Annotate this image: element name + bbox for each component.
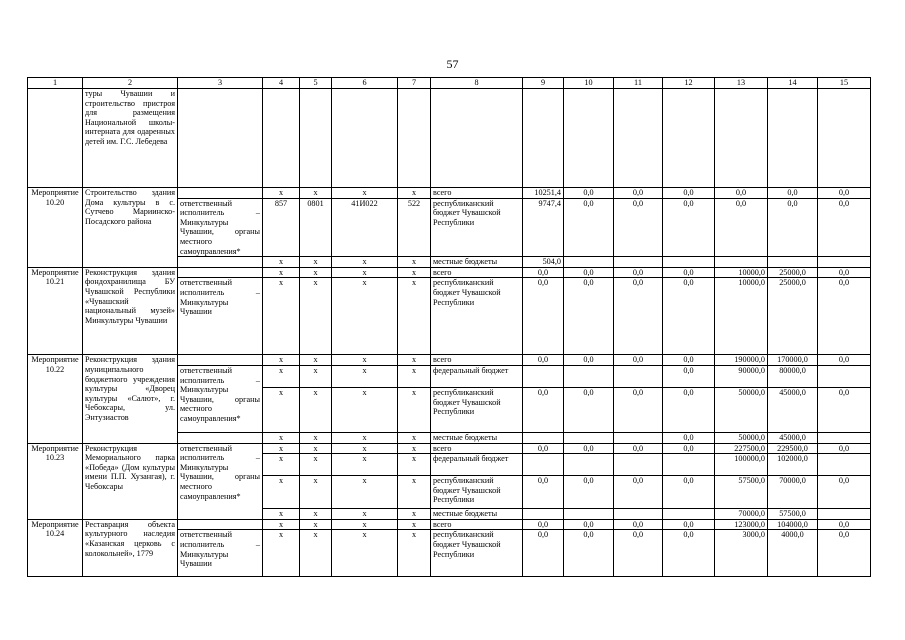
table-row: Мероприятие 10.20 Строительство здания Дома культуры в с. Сутчево Мариинско-Посадского района х х х х всего 10251,4 0,0 0,0 0,0 0,0 0,0 0,0	[28, 188, 871, 199]
table-row: Мероприятие 10.24 Реставрация объекта культурного наследия «Казанская церковь с колокольней», 1779 х х х х всего 0,0 0,0 0,0 0,0 123000,0 104000,0 0,0	[28, 519, 871, 530]
funding-source: федеральный бюджет	[431, 365, 523, 387]
funding-source: республиканский бюджет Чувашской Республики	[431, 476, 523, 509]
funding-source: республиканский бюджет Чувашской Республики	[431, 530, 523, 577]
measure-id: Мероприятие 10.23	[28, 443, 83, 519]
continuation-text: туры Чувашии и строительство пристроя для размещения Национальной школы-интерната для одаренных детей им. Г.С. Лебедева	[83, 89, 178, 188]
continuation-row	[28, 89, 871, 188]
header-cell: 6	[332, 78, 398, 89]
measure-name: Строительство здания Дома культуры в с. Сутчево Мариинско-Посадского района	[83, 188, 178, 268]
header-cell: 5	[300, 78, 332, 89]
funding-source: республиканский бюджет Чувашской Республики	[431, 198, 523, 257]
funding-source: всего	[431, 267, 523, 278]
funding-source: всего	[431, 519, 523, 530]
measure-id: Мероприятие 10.24	[28, 519, 83, 577]
funding-source: республиканский бюджет Чувашской Республики	[431, 278, 523, 355]
table-row: Мероприятие 10.23 Реконструкция Мемориального парка «Победа» (Дом культуры имени П.П. Хузангая), г. Чебоксары ответственный исполнитель – Минкультуры Чувашии, органы местного самоуправления* х х х х всего 0,0 0,0 0,0 0,0 227500,0 229500,0 0,0	[28, 443, 871, 454]
table-row: х х х х местные бюджеты 0,0 50000,0 45000,0	[28, 432, 871, 443]
table-row: х х х х федеральный бюджет 100000,0 102000,0	[28, 454, 871, 476]
table-row: х х х х местные бюджеты 504,0	[28, 257, 871, 268]
header-cell: 8	[431, 78, 523, 89]
funding-source: всего	[431, 188, 523, 199]
funding-source: местные бюджеты	[431, 257, 523, 268]
responsible-executor: ответственный исполнитель – Минкультуры Чувашии, органы местного самоуправления*	[178, 365, 263, 432]
funding-source: всего	[431, 355, 523, 366]
measure-name: Реконструкция Мемориального парка «Победа» (Дом культуры имени П.П. Хузангая), г. Чебоксары	[83, 443, 178, 519]
header-cell: 1	[28, 78, 83, 89]
responsible-executor: ответственный исполнитель – Минкультуры Чувашии, органы местного самоуправления*	[178, 443, 263, 519]
table-row: х х х х местные бюджеты 70000,0 57500,0	[28, 509, 871, 520]
header-cell: 4	[263, 78, 300, 89]
header-cell: 14	[768, 78, 818, 89]
funding-source: местные бюджеты	[431, 432, 523, 443]
program-table	[27, 77, 871, 577]
responsible-executor: ответственный исполнитель – Минкультуры Чувашии, органы местного самоуправления*	[178, 198, 263, 257]
header-cell: 10	[564, 78, 614, 89]
header-cell: 15	[818, 78, 871, 89]
responsible-executor: ответственный исполнитель – Минкультуры Чувашии	[178, 530, 263, 577]
header-cell: 7	[398, 78, 431, 89]
measure-id: Мероприятие 10.20	[28, 188, 83, 268]
funding-source: федеральный бюджет	[431, 454, 523, 476]
header-row	[28, 78, 871, 89]
measure-name: Реконструкция здания муниципального бюджетного учреждения культуры «Дворец культуры «Салют», г. Чебоксары, ул. Энтузиастов	[83, 355, 178, 443]
table-row: х х х х республиканский бюджет Чувашской Республики 0,0 0,0 0,0 0,0 57500,0 70000,0 0,0	[28, 476, 871, 509]
funding-source: республиканский бюджет Чувашской Республики	[431, 387, 523, 432]
header-cell: 2	[83, 78, 178, 89]
measure-name: Реставрация объекта культурного наследия «Казанская церковь с колокольней», 1779	[83, 519, 178, 577]
table-row: ответственный исполнитель – Минкультуры Чувашии, органы местного самоуправления* х х х х федеральный бюджет 0,0 90000,0 80000,0	[28, 365, 871, 387]
table-row: ответственный исполнитель – Минкультуры Чувашии х х х х республиканский бюджет Чувашской Республики 0,0 0,0 0,0 0,0 3000,0 4000,0 0,0	[28, 530, 871, 577]
table-row: Мероприятие 10.22 Реконструкция здания муниципального бюджетного учреждения культуры «Дворец культуры «Салют», г. Чебоксары, ул. Энтузиастов х х х х всего 0,0 0,0 0,0 0,0 190000,0 170000,0 0,0	[28, 355, 871, 366]
funding-source: местные бюджеты	[431, 509, 523, 520]
header-cell: 3	[178, 78, 263, 89]
header-cell: 11	[614, 78, 663, 89]
table-row: ответственный исполнитель – Минкультуры Чувашии х х х х республиканский бюджет Чувашской Республики 0,0 0,0 0,0 0,0 10000,0 25000,0 0,0	[28, 278, 871, 355]
header-cell: 12	[663, 78, 715, 89]
header-cell: 9	[523, 78, 564, 89]
table-row: х х х х республиканский бюджет Чувашской Республики 0,0 0,0 0,0 0,0 50000,0 45000,0 0,0	[28, 387, 871, 432]
page-number: 57	[446, 57, 459, 71]
measure-id: Мероприятие 10.21	[28, 267, 83, 355]
responsible-executor: ответственный исполнитель – Минкультуры Чувашии	[178, 278, 263, 355]
measure-name: Реконструкция здания фондохранилища БУ Чувашской Республики «Чувашский национальный музей» Минкультуры Чувашии	[83, 267, 178, 355]
header-cell: 13	[715, 78, 768, 89]
funding-source: всего	[431, 443, 523, 454]
measure-id: Мероприятие 10.22	[28, 355, 83, 443]
table-row: Мероприятие 10.21 Реконструкция здания фондохранилища БУ Чувашской Республики «Чувашский национальный музей» Минкультуры Чувашии х х х х всего 0,0 0,0 0,0 0,0 10000,0 25000,0 0,0	[28, 267, 871, 278]
table-row: ответственный исполнитель – Минкультуры Чувашии, органы местного самоуправления* 857 0801 41И022 522 республиканский бюджет Чувашской Республики 9747,4 0,0 0,0 0,0 0,0 0,0 0,0	[28, 198, 871, 257]
